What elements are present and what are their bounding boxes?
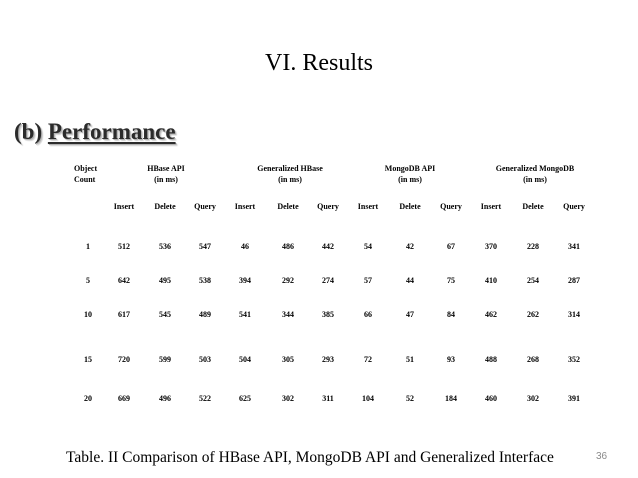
table-cell: 394 <box>239 276 251 285</box>
subheader-genhbase-insert: Insert <box>234 202 256 211</box>
table-cell: 46 <box>241 242 249 251</box>
subheader-genhbase-query: Query <box>317 202 339 211</box>
group-header-line1: HBase API <box>147 164 185 173</box>
table-cell: 495 <box>159 276 171 285</box>
table-cell: 305 <box>282 355 294 364</box>
table-cell: 352 <box>568 355 580 364</box>
subheader-genmongo-query: Query <box>563 202 585 211</box>
table-cell: 254 <box>527 276 539 285</box>
group-header-mongodb-api <box>360 163 460 185</box>
subheader-genhbase-delete: Delete <box>277 202 299 211</box>
table-cell: 536 <box>159 242 171 251</box>
table-cell: 51 <box>406 355 414 364</box>
table-cell: 293 <box>322 355 334 364</box>
table-cell: 47 <box>406 310 414 319</box>
subheader-hbase-delete: Delete <box>154 202 176 211</box>
table-cell: 460 <box>485 394 497 403</box>
table-cell: 67 <box>447 242 455 251</box>
table-cell: 462 <box>485 310 497 319</box>
table-cell: 302 <box>282 394 294 403</box>
group-header-line2: Count <box>74 175 96 184</box>
table-cell: 184 <box>445 394 457 403</box>
object-count-cell: 5 <box>86 276 90 285</box>
table-cell: 410 <box>485 276 497 285</box>
table-cell: 486 <box>282 242 294 251</box>
table-cell: 496 <box>159 394 171 403</box>
table-cell: 488 <box>485 355 497 364</box>
subheader-genmongo-insert: Insert <box>480 202 502 211</box>
table-cell: 503 <box>199 355 211 364</box>
table-cell: 274 <box>322 276 334 285</box>
table-cell: 66 <box>364 310 372 319</box>
subheader-mongo-query: Query <box>440 202 462 211</box>
group-header-line1: Generalized MongoDB <box>495 164 575 173</box>
table-cell: 42 <box>406 242 414 251</box>
group-header-line2: (in ms) <box>154 175 178 184</box>
table-cell: 54 <box>364 242 372 251</box>
group-header-line1: MongoDB API <box>384 164 436 173</box>
table-cell: 57 <box>364 276 372 285</box>
object-count-cell: 1 <box>86 242 90 251</box>
table-cell: 489 <box>199 310 211 319</box>
table-cell: 228 <box>527 242 539 251</box>
group-header-generalized-mongodb <box>470 163 600 185</box>
subheader-hbase-insert: Insert <box>113 202 135 211</box>
table-cell: 617 <box>118 310 130 319</box>
table-cell: 268 <box>527 355 539 364</box>
group-header-line2: (in ms) <box>278 175 302 184</box>
table-cell: 625 <box>239 394 251 403</box>
table-cell: 93 <box>447 355 455 364</box>
table-cell: 504 <box>239 355 251 364</box>
table-cell: 545 <box>159 310 171 319</box>
subheader-mongo-delete: Delete <box>399 202 421 211</box>
slide-title: VI. Results <box>265 50 373 76</box>
table-caption: Table. II Comparison of HBase API, MongoDB API and Generalized Interface <box>66 449 554 466</box>
section-heading <box>14 117 176 147</box>
group-header-line2: (in ms) <box>398 175 422 184</box>
group-header-object-count <box>74 163 97 185</box>
table-cell: 314 <box>568 310 580 319</box>
object-count-cell: 10 <box>84 310 92 319</box>
table-cell: 292 <box>282 276 294 285</box>
group-header-line1: Generalized HBase <box>257 164 323 173</box>
table-cell: 391 <box>568 394 580 403</box>
object-count-cell: 20 <box>84 394 92 403</box>
table-cell: 522 <box>199 394 211 403</box>
object-count-cell: 15 <box>84 355 92 364</box>
group-header-hbase-api <box>116 163 216 185</box>
table-cell: 547 <box>199 242 211 251</box>
table-cell: 104 <box>362 394 374 403</box>
table-cell: 720 <box>118 355 130 364</box>
table-cell: 287 <box>568 276 580 285</box>
subheader-genmongo-delete: Delete <box>522 202 544 211</box>
group-header-generalized-hbase <box>230 163 350 185</box>
table-cell: 599 <box>159 355 171 364</box>
table-cell: 669 <box>118 394 130 403</box>
table-cell: 72 <box>364 355 372 364</box>
section-heading-prefix: (b) <box>14 119 48 144</box>
table-cell: 341 <box>568 242 580 251</box>
table-cell: 512 <box>118 242 130 251</box>
table-cell: 84 <box>447 310 455 319</box>
table-cell: 44 <box>406 276 414 285</box>
group-header-line1: Object <box>74 164 98 173</box>
table-cell: 541 <box>239 310 251 319</box>
table-cell: 262 <box>527 310 539 319</box>
table-cell: 385 <box>322 310 334 319</box>
table-cell: 302 <box>527 394 539 403</box>
table-cell: 344 <box>282 310 294 319</box>
section-heading-main: Performance <box>47 119 176 144</box>
table-cell: 311 <box>322 394 334 403</box>
table-cell: 442 <box>322 242 334 251</box>
table-cell: 370 <box>485 242 497 251</box>
table-cell: 642 <box>118 276 130 285</box>
group-header-line2: (in ms) <box>523 175 547 184</box>
table-cell: 52 <box>406 394 414 403</box>
page-number: 36 <box>596 451 608 462</box>
table-cell: 538 <box>199 276 211 285</box>
table-cell: 75 <box>447 276 455 285</box>
subheader-mongo-insert: Insert <box>357 202 379 211</box>
subheader-hbase-query: Query <box>194 202 216 211</box>
